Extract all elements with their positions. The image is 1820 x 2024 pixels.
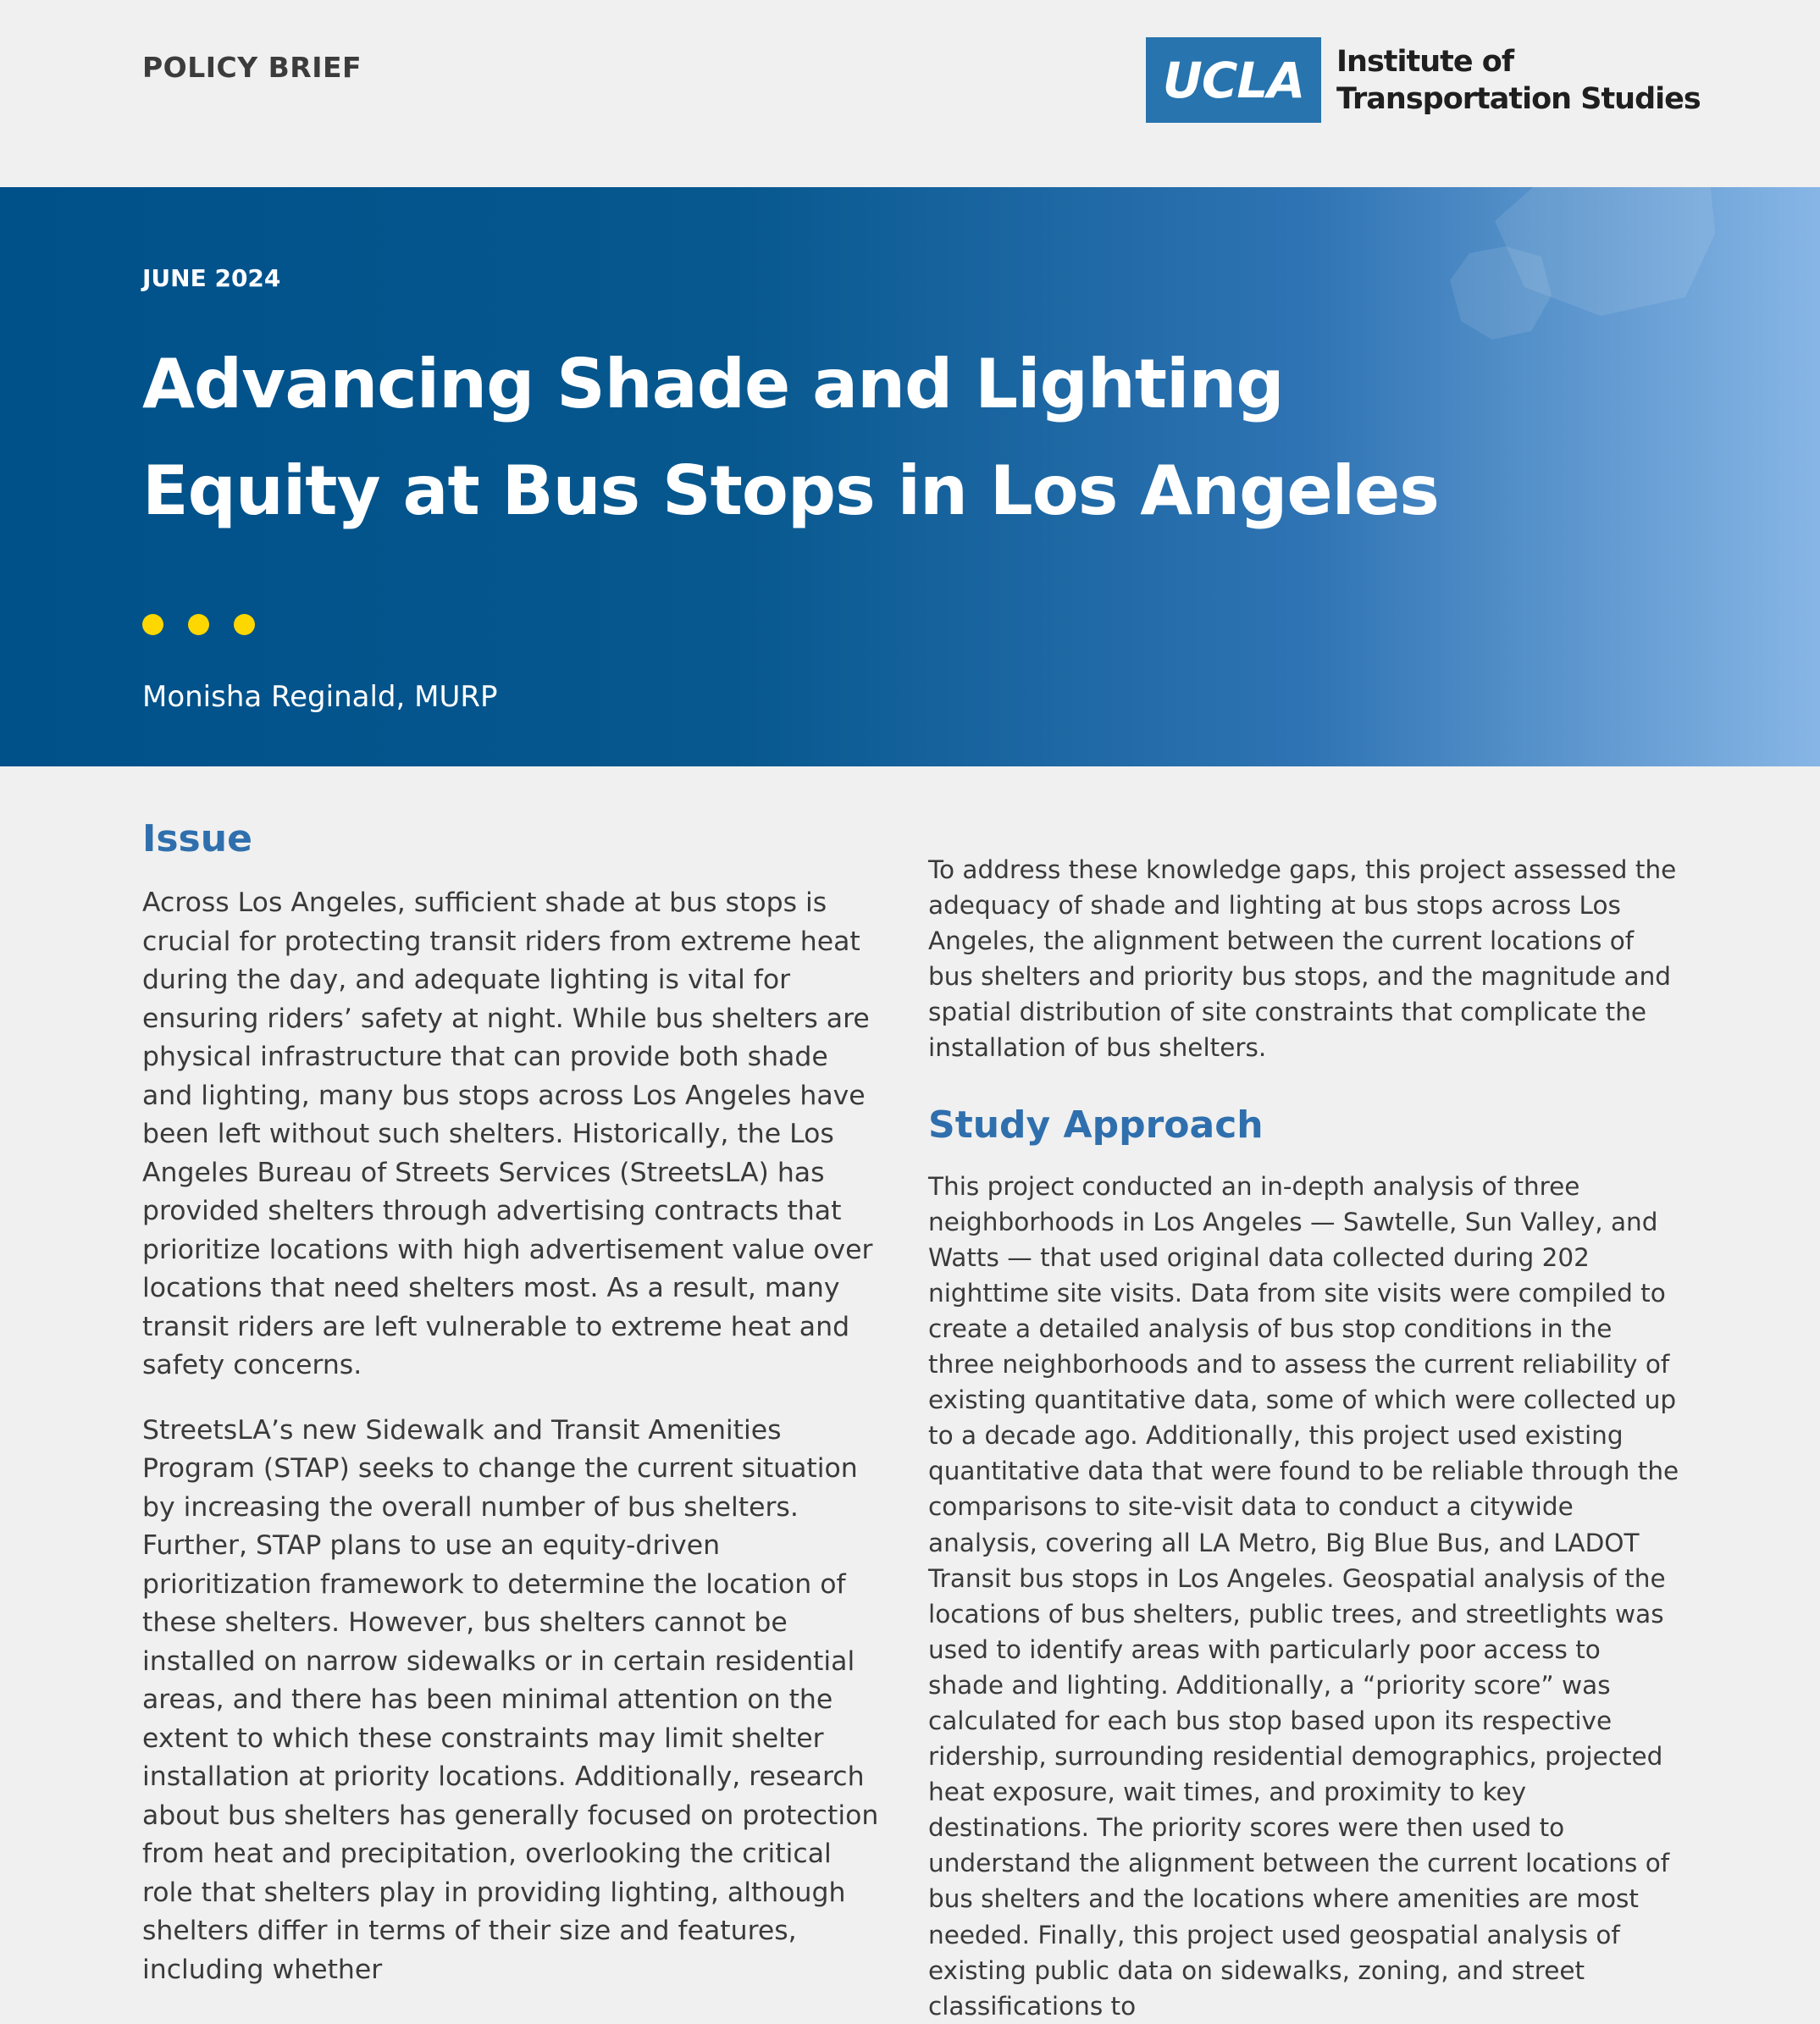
document-type-label: POLICY BRIEF [142, 51, 362, 84]
section-heading-issue: Issue [142, 817, 252, 860]
author-name: Monisha Reginald, MURP [142, 680, 498, 714]
issue-paragraph-1: Across Los Angeles, sufficient shade at bus stops is crucial for protecting transit riders from extreme heat during the day, and adequate lighting is vital for ensuring riders’ safety at night. While bus shelters are physical infrastructure that can provide both shade and lighting, many bus stops across Los Angeles have been left without such shelters. Historically, the Los Angeles Bureau of Streets Services (StreetsLA) has provided shelters through advertising contracts that prioritize locations with high advertisement value over locations that need shelters most. As a result, many transit riders are left vulnerable to extreme heat and safety concerns. [142, 888, 873, 1380]
page-title [142, 331, 1497, 545]
dot-icon [142, 614, 163, 635]
issue-paragraph-2: StreetsLA’s new Sidewalk and Transit Amenities Program (STAP) seeks to change the current situation by increasing the overall number of bus shelters. Further, STAP plans to use an equity-driven prioritization framework to determine the location of these shelters. However, bus shelters cannot be installed on narrow sidewalks or in certain residential areas, and there has been minimal attention on the extent to which these constraints may limit shelter installation at priority locations. Additionally, research about bus shelters has generally focused on protection from heat and precipitation, overlooking the critical role that shelters play in providing lighting, although shelters differ in terms of their size and features, including whether [142, 1414, 879, 1985]
title-line-1: Advancing Shade and Lighting [142, 345, 1284, 423]
study-approach-paragraph: This project conducted an in-depth analysis of three neighborhoods in Los Angeles — Sawtelle, Sun Valley, and Watts — that used original data collected during 202 nighttime site visits. Data from site visits were compiled to create a detailed analysis of bus stop conditions in the three neighborhoods and to assess the current reliability of existing quantitative data, some of which were collected up to a decade ago. Additionally, this project used existing quantitative data that were found to be reliable through the comparisons to site-visit data to conduct a citywide analysis, covering all LA Metro, Big Blue Bus, and LADOT Transit bus stops in Los Angeles. Geospatial analysis of the locations of bus shelters, public trees, and streetlights was used to identify areas with particularly poor access to shade and lighting. Additionally, a “priority score” was calculated for each bus stop based upon its respective ridership, surrounding residential demographics, projected heat exposure, wait times, and proximity to key destinations. The priority scores were then used to understand the alignment between the current locations of bus shelters and the locations where amenities are most needed. Finally, this project used geospatial analysis of existing public data on sidewalks, zoning, and street classifications to [928, 1171, 1679, 2021]
right-column [928, 852, 1682, 2024]
dot-icon [234, 614, 255, 635]
decorative-hexagon-small [1450, 246, 1552, 340]
issue-paragraph-3: To address these knowledge gaps, this project assessed the adequacy of shade and lighting at bus stops across Los Angeles, the alignment between the current locations of bus shelters and priority bus stops, and the magnitude and spatial distribution of site constraints that complicate the installation of bus shelters. [928, 855, 1677, 1063]
ucla-logo-mark: UCLA [1146, 37, 1321, 123]
publication-date: JUNE 2024 [142, 264, 281, 292]
title-banner [0, 187, 1820, 766]
institute-name-line1: Institute of [1336, 44, 1514, 79]
decorative-dots [142, 614, 255, 635]
title-line-2: Equity at Bus Stops in Los Angeles [142, 451, 1439, 530]
dot-icon [188, 614, 209, 635]
ucla-its-logo [1146, 37, 1701, 123]
left-column [142, 817, 879, 2016]
section-heading-study-approach: Study Approach [928, 1103, 1264, 1147]
institute-name [1336, 43, 1701, 118]
institute-name-line2: Transportation Studies [1336, 81, 1701, 116]
